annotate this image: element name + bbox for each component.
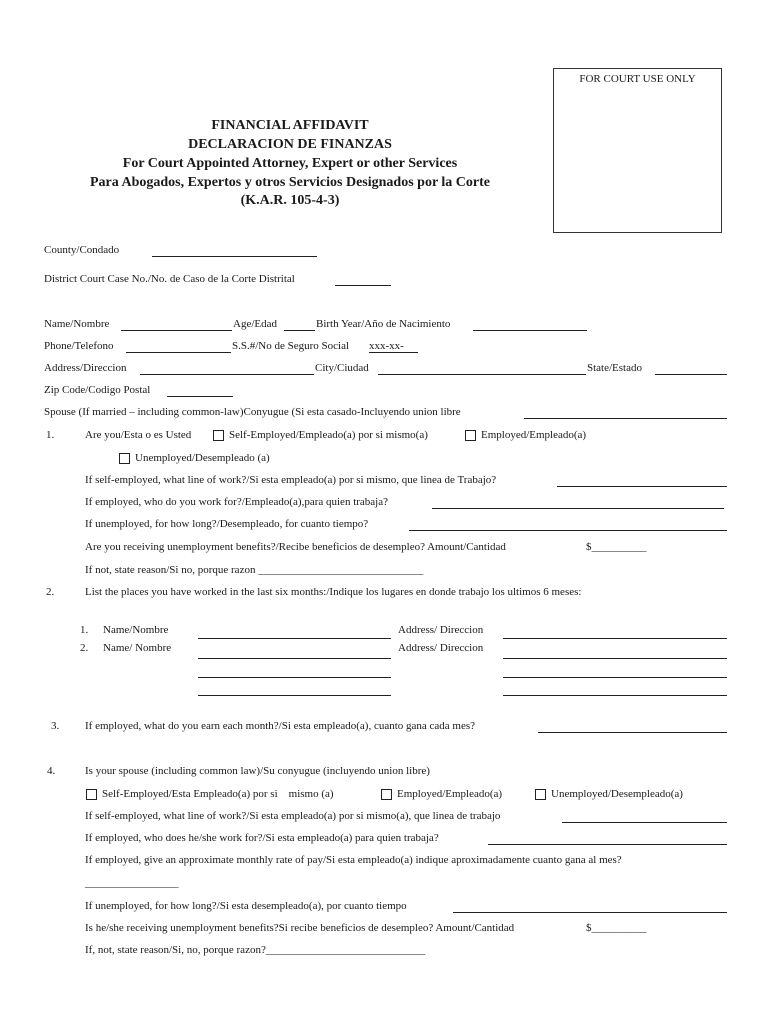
state-label: State/Estado bbox=[587, 362, 642, 374]
case-number-field[interactable] bbox=[335, 285, 391, 286]
age-label: Age/Edad bbox=[233, 318, 277, 330]
q4-employer-label: If employed, who does he/she work for?/Si esta empleado(a) para quien trabaja? bbox=[85, 832, 439, 844]
q2-prompt: List the places you have worked in the last six months:/Indique los lugares en donde trabajo los ultimos 6 meses: bbox=[85, 586, 582, 598]
phone-label: Phone/Telefono bbox=[44, 340, 114, 352]
q2-item-1-address-field[interactable] bbox=[503, 638, 727, 639]
q1-employer-label: If employed, who do you work for?/Empleado(a),para quien trabaja? bbox=[85, 496, 388, 508]
q2-item-2-name-field[interactable] bbox=[198, 658, 391, 659]
address-label: Address/Direccion bbox=[44, 362, 127, 374]
q1-benefits-amount[interactable]: $__________ bbox=[586, 541, 647, 553]
q2-item-1-address-label: Address/ Direccion bbox=[398, 624, 484, 636]
zip-label: Zip Code/Codigo Postal bbox=[44, 384, 151, 396]
ssn-field[interactable] bbox=[369, 340, 418, 353]
county-label: County/Condado bbox=[44, 244, 120, 256]
q1-unemployed-checkbox[interactable] bbox=[119, 453, 130, 464]
q3-earnings-field[interactable] bbox=[538, 732, 727, 733]
q2-item-1-name-field[interactable] bbox=[198, 638, 391, 639]
name-field[interactable] bbox=[121, 330, 232, 331]
q4-employer-field[interactable] bbox=[488, 844, 727, 845]
q4-monthly-field[interactable]: _________________ bbox=[85, 877, 179, 889]
form-subtitle: For Court Appointed Attorney, Expert or other Services bbox=[122, 156, 458, 171]
city-field[interactable] bbox=[378, 374, 586, 375]
q2-extra-name-field[interactable] bbox=[198, 677, 391, 678]
q1-not-reason[interactable]: If not, state reason/Si no, porque razon ______________________________ bbox=[85, 564, 424, 576]
q1-number: 1. bbox=[46, 429, 55, 441]
q1-employed-checkbox[interactable] bbox=[465, 430, 476, 441]
q1-benefits-label: Are you receiving unemployment benefits?/Recibe beneficios de desempleo? Amount/Cantidad bbox=[85, 541, 506, 553]
q4-benefits-amount[interactable]: $__________ bbox=[586, 922, 647, 934]
form-citation: (K.A.R. 105-4-3) bbox=[240, 193, 340, 208]
address-field[interactable] bbox=[140, 374, 314, 375]
state-field[interactable] bbox=[655, 374, 727, 375]
q2-item-2-address-field[interactable] bbox=[503, 658, 727, 659]
q4-self-line-field[interactable] bbox=[562, 822, 727, 823]
q3-prompt: If employed, what do you earn each month?/Si esta empleado(a), cuanto gana cada mes? bbox=[85, 720, 476, 732]
q2-extra-name-field[interactable] bbox=[198, 695, 391, 696]
q4-not-reason[interactable]: If, not, state reason/Si, no, porque razon?_____________________________ bbox=[85, 944, 426, 956]
city-label: City/Ciudad bbox=[315, 362, 369, 374]
q4-unemployed-duration-label: If unemployed, for how long?/Si esta desempleado(a), por cuanto tiempo bbox=[85, 900, 407, 912]
q4-unemployed-checkbox[interactable] bbox=[535, 789, 546, 800]
q1-employed-label: Employed/Empleado(a) bbox=[481, 429, 587, 441]
q3-number: 3. bbox=[51, 720, 60, 732]
q2-item-2-address-label: Address/ Direccion bbox=[398, 642, 484, 654]
q1-unemployed-duration-label: If unemployed, for how long?/Desempleado, for cuanto tiempo? bbox=[85, 518, 369, 530]
q4-number: 4. bbox=[47, 765, 56, 777]
name-label: Name/Nombre bbox=[44, 318, 110, 330]
q1-self-line-label: If self-employed, what line of work?/Si esta empleado(a) por si mismo, que linea de Trabajo? bbox=[85, 474, 497, 486]
q4-employed-checkbox[interactable] bbox=[381, 789, 392, 800]
q4-self-line-label: If self-employed, what line of work?/Si esta empleado(a) por si mismo(a), que linea de trabajo bbox=[85, 810, 501, 822]
zip-field[interactable] bbox=[167, 396, 233, 397]
q2-extra-address-field[interactable] bbox=[503, 695, 727, 696]
spouse-field[interactable] bbox=[524, 418, 727, 419]
q4-monthly-label: If employed, give an approximate monthly rate of pay/Si esta empleado(a) indique aproximadamente cuanto gana al mes? bbox=[85, 854, 622, 866]
q4-self-employed-label: Self-Employed/Esta Empleado(a) por si mismo (a) bbox=[102, 788, 334, 800]
q1-employer-field[interactable] bbox=[432, 508, 724, 509]
q1-self-employed-checkbox[interactable] bbox=[213, 430, 224, 441]
county-field[interactable] bbox=[152, 256, 317, 257]
q4-unemployed-duration-field[interactable] bbox=[453, 912, 727, 913]
q4-benefits-label: Is he/she receiving unemployment benefits?Si recibe beneficios de desempleo? Amount/Cantidad bbox=[85, 922, 515, 934]
q4-employed-label: Employed/Empleado(a) bbox=[397, 788, 503, 800]
q1-prompt: Are you/Esta o es Usted bbox=[85, 429, 192, 441]
case-number-label: District Court Case No./No. de Caso de la Corte Distrital bbox=[44, 273, 295, 285]
q4-prompt: Is your spouse (including common law)/Su conyugue (incluyendo union libre) bbox=[85, 765, 430, 777]
court-use-label: FOR COURT USE ONLY bbox=[579, 73, 696, 85]
ssn-label: S.S.#/No de Seguro Social bbox=[232, 340, 350, 352]
court-use-box bbox=[553, 68, 722, 233]
birth-year-field[interactable] bbox=[473, 330, 587, 331]
q2-extra-address-field[interactable] bbox=[503, 677, 727, 678]
q4-self-employed-checkbox[interactable] bbox=[86, 789, 97, 800]
q2-number: 2. bbox=[46, 586, 55, 598]
q1-self-employed-label: Self-Employed/Empleado(a) por si mismo(a) bbox=[229, 429, 428, 441]
age-field[interactable] bbox=[284, 330, 315, 331]
q2-item-2-name-label: Name/ Nombre bbox=[103, 642, 172, 654]
form-title-spanish: DECLARACION DE FINANZAS bbox=[188, 137, 392, 152]
q2-item-2-number: 2. bbox=[80, 642, 89, 654]
q4-unemployed-label: Unemployed/Desempleado(a) bbox=[551, 788, 683, 800]
spouse-label: Spouse (If married – including common-law)Conyugue (Si esta casado-Incluyendo union libre bbox=[44, 406, 461, 418]
q2-item-1-number: 1. bbox=[80, 624, 89, 636]
q1-unemployed-duration-field[interactable] bbox=[409, 530, 727, 531]
ssn-value: xxx-xx- bbox=[369, 340, 418, 353]
form-subtitle-spanish: Para Abogados, Expertos y otros Servicios Designados por la Corte bbox=[89, 175, 491, 190]
phone-field[interactable] bbox=[126, 352, 231, 353]
birth-year-label: Birth Year/Año de Nacimiento bbox=[316, 318, 451, 330]
q1-self-line-field[interactable] bbox=[557, 486, 727, 487]
q2-item-1-name-label: Name/Nombre bbox=[103, 624, 169, 636]
q1-unemployed-label: Unemployed/Desempleado (a) bbox=[135, 452, 270, 464]
form-title: FINANCIAL AFFIDAVIT bbox=[211, 118, 369, 133]
